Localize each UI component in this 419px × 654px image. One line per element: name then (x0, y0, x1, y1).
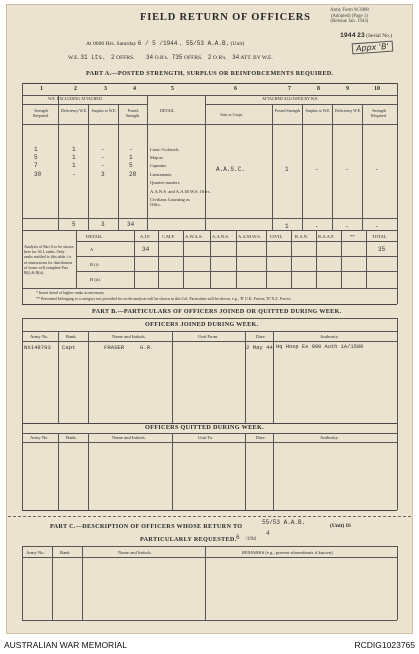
tear-line (8, 516, 411, 517)
joined-date: 2 May 44 (246, 344, 273, 351)
part-c-header: REMARKS (e.g., present whereabouts if known). (242, 550, 334, 555)
col-rule (88, 331, 89, 423)
cell: 3 (101, 170, 105, 178)
rank-label: Quarter-masters (150, 179, 180, 185)
quitted-header: Unit To. (198, 435, 214, 440)
serial-label: (Serial No.) (366, 33, 393, 39)
date-line (86, 40, 244, 47)
col-rule (205, 546, 206, 620)
table-border (22, 318, 23, 510)
analysis-header: C.M.F. (162, 234, 175, 239)
total-deficiency: 5 (72, 221, 76, 228)
analysis-header: R.A.A.F. (318, 234, 335, 239)
rule (22, 442, 397, 443)
quitted-header: Authority. (320, 435, 339, 440)
cell: 1 (34, 146, 38, 153)
unit-label: (Unit) (230, 41, 245, 47)
rule (22, 104, 147, 105)
total-surplus: 3 (101, 221, 105, 228)
col-strength-required (34, 146, 41, 179)
form-number (330, 8, 369, 25)
part-a-heading: PART A.—POSTED STRENGTH, SURPLUS OR REINFORCEMENTS REQUIRED. (86, 70, 334, 77)
part-c-heading: PART C.—DESCRIPTION OF OFFICERS WHOSE RETURN TO (50, 523, 243, 530)
analysis-header: DETAIL. (86, 234, 104, 239)
cell: - (101, 146, 105, 153)
col-number: 2 (74, 86, 77, 92)
col-number: 3 (104, 86, 107, 92)
we-ors-value: 34 (145, 54, 154, 61)
col-rule (245, 433, 246, 510)
col-number: 10 (374, 86, 380, 92)
col-number: 9 (346, 86, 349, 92)
rule (22, 620, 397, 621)
serial-number (340, 32, 392, 39)
attached-deficiency: - (345, 166, 349, 173)
table-border (397, 546, 398, 620)
we-offrs-label: OFFRS. (116, 55, 135, 61)
quitted-header: Date. (256, 435, 266, 440)
col-header: Deficiency W.E. (60, 108, 88, 113)
rank-label: Civilians Counting as Offrs. (150, 197, 190, 208)
col-rule (172, 331, 173, 423)
table-border (397, 83, 398, 304)
col-rule (58, 95, 59, 230)
col-rule (291, 230, 292, 288)
cell: - (101, 154, 105, 162)
analysis-header: CIVIL. (270, 234, 284, 239)
att-total-deficiency: - (345, 223, 349, 230)
rule (22, 288, 397, 289)
analysis-note: Analysis of Part A to be shown here for ALL ranks. Only ranks entitled to this table, i.e. of instructions for distribution of forms will complete Part B(i) & B(ii). (24, 244, 74, 276)
cell: 5 (129, 162, 133, 170)
cell: 1 (72, 154, 76, 162)
analysis-row-label: B (ii) (90, 277, 100, 282)
form-number-line: (Reissue Jan. 1943) (330, 19, 369, 24)
col-deficiency (72, 146, 76, 179)
rank-label: Majors (150, 155, 164, 161)
col-rule (134, 230, 135, 288)
rule (205, 104, 397, 105)
rule (22, 546, 397, 547)
quitted-header: Army No. (30, 435, 49, 440)
we-value: 31 (80, 54, 92, 61)
part-c-year-prefix: /194 (246, 536, 256, 542)
col-rule (236, 230, 237, 288)
cell: - (72, 170, 76, 178)
att-value: 34 (232, 54, 240, 61)
col-header: Strength Required. (33, 108, 49, 118)
col-rule (362, 104, 363, 230)
cell: 7 (34, 162, 38, 170)
rule (76, 271, 397, 272)
joined-initials: G.R. (140, 344, 154, 351)
part-c-unit: 55/53 A.A.B. (262, 519, 306, 526)
joined-header: Name and Initials. (112, 334, 146, 339)
col-rule (341, 230, 342, 288)
we-unit: Lts. (91, 54, 106, 61)
col-rule (210, 230, 211, 288)
rule (22, 124, 397, 125)
col-header: Deficiency W.E. (334, 108, 362, 113)
att-total-posted: 1 (285, 223, 289, 230)
col-number: 8 (317, 86, 320, 92)
analysis-aif-a: 34 (142, 246, 150, 253)
part-c-year-digit: 4 (266, 530, 270, 537)
joined-header: Authority. (320, 334, 339, 339)
col-rule (332, 104, 333, 230)
col-number: 1 (40, 86, 43, 92)
col-header: Posted Strength. (125, 108, 141, 118)
cell: 28 (129, 170, 137, 178)
col-rule (88, 104, 89, 230)
we-ors-label: O.R's. (154, 55, 169, 61)
att-label: ATT. BY W.E. (240, 55, 273, 61)
col-posted (129, 146, 136, 179)
form-number-line: (Adopted) (Page 1) (330, 13, 368, 19)
att-total-required: - (375, 223, 379, 230)
we-line (68, 54, 273, 61)
cell: 1 (72, 146, 76, 153)
part-b-heading: PART B.—PARTICULARS OF OFFICERS JOINED OR QUITTED DURING WEEK. (92, 308, 342, 315)
rule (22, 433, 397, 434)
col-rule (76, 230, 77, 288)
appendix-handwritten-note: Appx 'B' (352, 41, 393, 55)
table-border (397, 318, 398, 510)
serial-year: 1944 (340, 32, 356, 39)
col-header: DETAIL. (160, 108, 176, 113)
rank-list (150, 146, 211, 207)
col-header: Surplus to W.E. (91, 108, 117, 113)
analysis-header: A.I.F. (140, 234, 151, 239)
attached-arm: A.A.S.C. (216, 166, 245, 173)
footnote: * Insert detail of higher ranks as necessary. (36, 290, 105, 295)
analysis-header: A.A.N.S. (212, 234, 230, 239)
return-year: 4 (173, 40, 178, 47)
cell: - (101, 162, 105, 170)
rule (22, 510, 397, 511)
col-rule (272, 104, 273, 230)
joined-header: Army No. (30, 334, 49, 339)
col-header: Posted Strength. (274, 108, 302, 113)
we-prefix: W.E. (68, 55, 79, 61)
attached-surplus: - (315, 166, 319, 173)
joined-header: Unit From. (198, 334, 219, 339)
part-c-header: Name and Initials. (118, 550, 152, 555)
rule (22, 218, 397, 219)
col-rule (316, 230, 317, 288)
part-c-header: Rank (60, 550, 70, 555)
col-rule (183, 230, 184, 288)
col-rule (366, 230, 367, 288)
attached-posted: 1 (285, 166, 289, 173)
rule (76, 241, 397, 242)
at-line-label: At 0600 Hrs. Saturday (86, 41, 137, 47)
col-surplus (101, 146, 105, 179)
cell: 1 (72, 162, 76, 170)
quitted-title: OFFICERS QUITTED DURING WEEK. (145, 424, 264, 431)
analysis-header: R.A.N. (295, 234, 309, 239)
col-rule (58, 331, 59, 423)
table-border (22, 546, 23, 620)
we-excluding-header: W.E. EXCLUDING ATTACHED. (48, 96, 103, 101)
cell: 5 (34, 154, 38, 162)
rank-label: A.A.N.S. and A.A.M.W.S. Offrs. (150, 189, 211, 195)
col-header: Arm or Corps. (220, 112, 244, 117)
table-border (22, 83, 23, 304)
col-rule (273, 433, 274, 510)
part-c-unit-label: (Unit) IS (330, 523, 351, 529)
rank-label: Captains (150, 163, 167, 169)
joined-header: Date. (256, 334, 266, 339)
total-posted: 34 (127, 221, 135, 228)
cell: 1 (129, 154, 133, 162)
joined-title: OFFICERS JOINED DURING WEEK. (145, 321, 259, 328)
posted-ors-label: O.R's. (212, 55, 227, 61)
col-number: 6 (234, 86, 237, 92)
col-number: 5 (171, 86, 174, 92)
archive-name: AUSTRALIAN WAR MEMORIAL (4, 640, 127, 650)
rank-label: Lieutenants (150, 171, 172, 177)
quitted-header: Name and Initials. (112, 435, 146, 440)
part-c-date: 6 (236, 534, 240, 541)
rule (22, 304, 397, 305)
rule (76, 256, 397, 257)
col-rule (82, 546, 83, 620)
rule (22, 318, 397, 319)
archive-footer (0, 636, 419, 654)
col-number: 7 (288, 86, 291, 92)
col-rule (147, 95, 148, 230)
joined-army-no: NX148793 (24, 344, 51, 351)
col-rule (302, 104, 303, 230)
posted-ors-value: 2 (207, 54, 212, 61)
posted-offrs-value: 735 (171, 54, 183, 61)
col-header: Surplus to W.E. (305, 108, 331, 113)
attached-required: - (375, 166, 379, 173)
rule (22, 331, 397, 332)
analysis-row-label: B (i) (90, 262, 99, 267)
joined-name: FRASER (104, 344, 125, 351)
archive-id: RCDIG1023765 (354, 640, 415, 650)
we-offrs-value: 2 (111, 54, 115, 61)
analysis-header: ** (350, 234, 355, 239)
rank-label: Lieut.-Colonels (150, 147, 179, 152)
col-rule (273, 331, 274, 423)
cell: - (129, 146, 133, 153)
analysis-header: TOTAL (372, 234, 387, 239)
quitted-header: Rank. (66, 435, 77, 440)
col-rule (158, 230, 159, 288)
rule (22, 83, 397, 84)
col-header: Strength Required. (371, 108, 387, 118)
posted-offrs-label: OFFRS. (183, 55, 203, 61)
serial-value: 23 (356, 32, 365, 39)
joined-header: Rank. (66, 334, 77, 339)
part-c-particularly: PARTICULARLY REQUESTED. (140, 536, 237, 543)
att-total-surplus: - (315, 223, 319, 230)
unit-name: . 55/53 A.A.B. (178, 40, 230, 47)
form-title: FIELD RETURN OF OFFICERS (140, 12, 311, 23)
footnote: ** Personnel belonging to a category not provided for in the analysis will be shown in this Col. Particulars will be shown, e.g., 'B' U.K. Forces; 'B' N.Z. Forces (36, 296, 291, 301)
col-rule (118, 104, 119, 230)
joined-rank: Capt (62, 344, 76, 351)
rule (22, 557, 397, 558)
col-rule (52, 546, 53, 620)
col-rule (58, 433, 59, 510)
col-number: 4 (133, 86, 136, 92)
analysis-total-a: 35 (378, 246, 386, 253)
form-number-line: Army Form W.3008 (330, 8, 369, 13)
col-rule (266, 230, 267, 288)
col-rule (88, 433, 89, 510)
part-c-header: Army No. (26, 550, 45, 555)
rule (22, 341, 397, 342)
analysis-row-label: A (90, 247, 94, 252)
return-date: 6 / 5 /194 (137, 40, 174, 47)
col-rule (172, 433, 173, 510)
analysis-header: A.A.M.W.S. (238, 234, 261, 239)
cell: 30 (34, 170, 42, 178)
joined-authority: Hq Hosp Es 000 Auth 1A/1580 (276, 344, 364, 350)
analysis-header: A.W.A.S. (185, 234, 203, 239)
attached-allowed-header: ATTACHED ALLOWED BY W.E. (262, 96, 319, 101)
